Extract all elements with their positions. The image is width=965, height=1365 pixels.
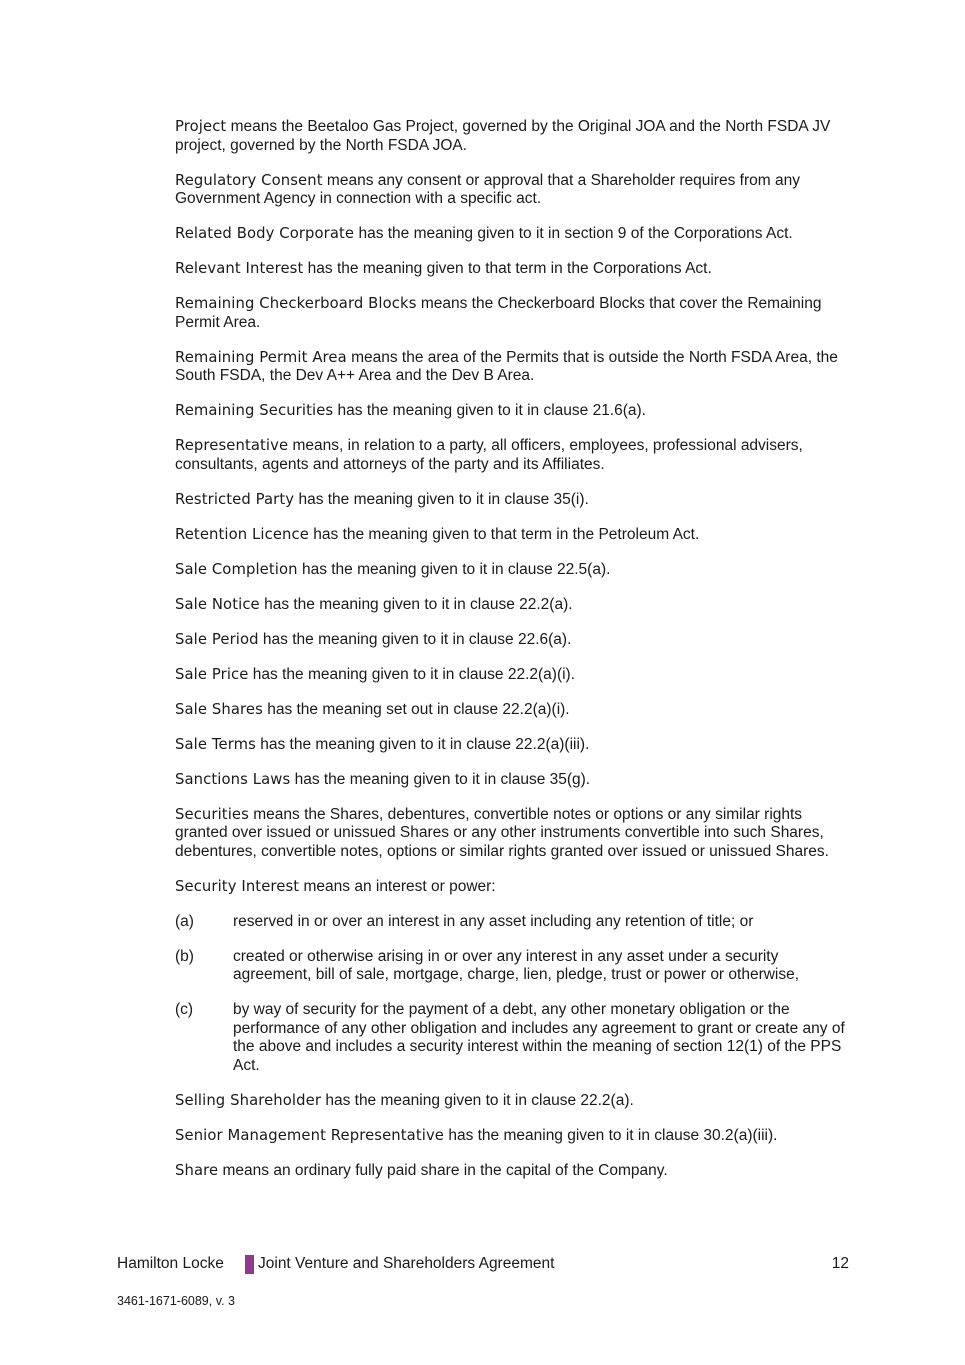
definition-text: means the Shares, debentures, convertible notes or options or any similar rights granted over issued or unissued Shares or any other instruments convertible into such Shares, debentures, convertible notes, options or similar rights granted over issued or unissued Shares.: [175, 805, 829, 860]
definition-term: Sale Completion: [175, 560, 298, 578]
definition-text: means an interest or power:: [299, 877, 496, 895]
definition-term: Sale Price: [175, 665, 249, 683]
definition-text: has the meaning given to it in clause 30.2(a)(iii).: [444, 1126, 778, 1144]
definition-term: Project: [175, 118, 227, 135]
definition-text: means the Beetaloo Gas Project, governed by the Original JOA and the North FSDA JV project, governed by the North FSDA JOA.: [175, 118, 831, 154]
sub-clause-text: reserved in or over an interest in any asset including any retention of title; or: [233, 912, 754, 930]
definition-item: [175, 349, 855, 386]
definition-term: Sale Shares: [175, 700, 263, 718]
document-reference: 3461-1671-6089, v. 3: [117, 1294, 235, 1308]
definition-item: [175, 596, 855, 615]
definitions-list: [175, 118, 855, 861]
sub-clause-text: created or otherwise arising in or over any interest in any asset under a security agreement, bill of sale, mortgage, charge, lien, pledge, trust or power or otherwise,: [233, 947, 800, 983]
definition-item: [175, 172, 855, 209]
definition-security-interest: [175, 878, 855, 897]
definition-text: has the meaning given to that term in the Corporations Act.: [303, 260, 712, 277]
definition-text: means, in relation to a party, all officers, employees, professional advisers, consultants, agents and attorneys of the party and its Affiliates.: [175, 437, 803, 473]
sub-clause: [175, 1001, 855, 1075]
definition-text: has the meaning given to it in clause 35(i).: [294, 490, 589, 508]
definition-text: means the Checkerboard Blocks that cover the Remaining Permit Area.: [175, 295, 822, 331]
definition-term: Remaining Permit Area: [175, 348, 347, 366]
definition-text: has the meaning given to that term in the Petroleum Act.: [308, 525, 700, 543]
definition-item: [175, 526, 855, 545]
definition-term: Sale Period: [175, 630, 259, 648]
definition-term: Selling Shareholder: [175, 1091, 322, 1109]
definition-text: has the meaning given to it in clause 22.6(a).: [258, 630, 572, 648]
definition-text: means any consent or approval that a Shareholder requires from any Government Agency in connection with a specific act.: [175, 171, 800, 207]
definition-item: [175, 491, 855, 510]
definition-term: Relevant Interest: [175, 260, 304, 277]
sub-clause: [175, 913, 855, 932]
definition-item: [175, 225, 855, 244]
definition-term: Sanctions Laws: [175, 770, 291, 788]
definition-term: Restricted Party: [175, 490, 295, 508]
definition-term: Security Interest: [175, 877, 300, 895]
definition-item: [175, 631, 855, 650]
definition-term: Sale Notice: [175, 595, 260, 613]
definition-term: Retention Licence: [175, 525, 309, 543]
definition-item: [175, 437, 855, 474]
definition-item: [175, 1127, 855, 1146]
definitions-list: [175, 1092, 855, 1181]
definition-item: [175, 806, 855, 862]
definition-text: has the meaning given to it in clause 22.2(a)(i).: [248, 665, 576, 683]
definition-text: has the meaning given to it in clause 22.2(a).: [321, 1091, 634, 1109]
definition-item: [175, 701, 855, 720]
sub-clause-text: by way of security for the payment of a debt, any other monetary obligation or the performance of any other obligation and includes any agreement to grant or create any of the above and includes a security interest within the meaning of section 12(1) of the PPS Act.: [233, 1001, 845, 1074]
sub-clause-label: (a): [175, 912, 194, 930]
definition-term: Representative: [175, 437, 289, 454]
definition-term: Remaining Checkerboard Blocks: [175, 295, 417, 312]
definition-item: [175, 1092, 855, 1111]
definition-item: [175, 118, 855, 155]
definition-item: [175, 1162, 855, 1181]
sub-clause: [175, 948, 855, 985]
definition-item: [175, 295, 855, 332]
definition-term: Senior Management Representative: [175, 1126, 445, 1144]
definition-item: [175, 736, 855, 755]
definition-item: [175, 260, 855, 279]
definition-term: Regulatory Consent: [175, 171, 323, 189]
definition-text: means the area of the Permits that is outside the North FSDA Area, the South FSDA, the Dev A++ Area and the Dev B Area.: [175, 348, 838, 384]
sub-clause-label: (b): [175, 947, 194, 965]
definition-item: [175, 561, 855, 580]
definition-item: [175, 666, 855, 685]
page-number: 12: [831, 1255, 849, 1272]
footer-accent-bar: [245, 1255, 254, 1274]
definition-text: has the meaning given to it in clause 22.5(a).: [297, 560, 611, 578]
definition-text: has the meaning given to it in clause 22.2(a).: [259, 595, 573, 613]
document-body: [175, 118, 855, 1197]
footer-document-title: Joint Venture and Shareholders Agreement: [258, 1255, 555, 1272]
definition-text: has the meaning given to it in clause 35(g).: [290, 770, 591, 788]
page-footer: [117, 1255, 849, 1275]
definition-term: Sale Terms: [175, 735, 256, 753]
definition-text: has the meaning given to it in section 9 of the Corporations Act.: [354, 225, 793, 242]
definition-text: has the meaning given to it in clause 21.6(a).: [333, 402, 646, 419]
definition-term: Securities: [175, 805, 249, 823]
footer-firm-name: Hamilton Locke: [117, 1255, 224, 1272]
definition-text: has the meaning given to it in clause 22.2(a)(iii).: [255, 735, 590, 753]
definition-text: means an ordinary fully paid share in the capital of the Company.: [218, 1161, 668, 1179]
definition-item: [175, 771, 855, 790]
definition-term: Share: [175, 1161, 219, 1179]
definition-term: Remaining Securities: [175, 402, 334, 419]
definition-term: Related Body Corporate: [175, 225, 355, 242]
definition-item: [175, 402, 855, 421]
sub-clause-label: (c): [175, 1001, 194, 1018]
definition-text: has the meaning set out in clause 22.2(a)(i).: [262, 700, 570, 718]
